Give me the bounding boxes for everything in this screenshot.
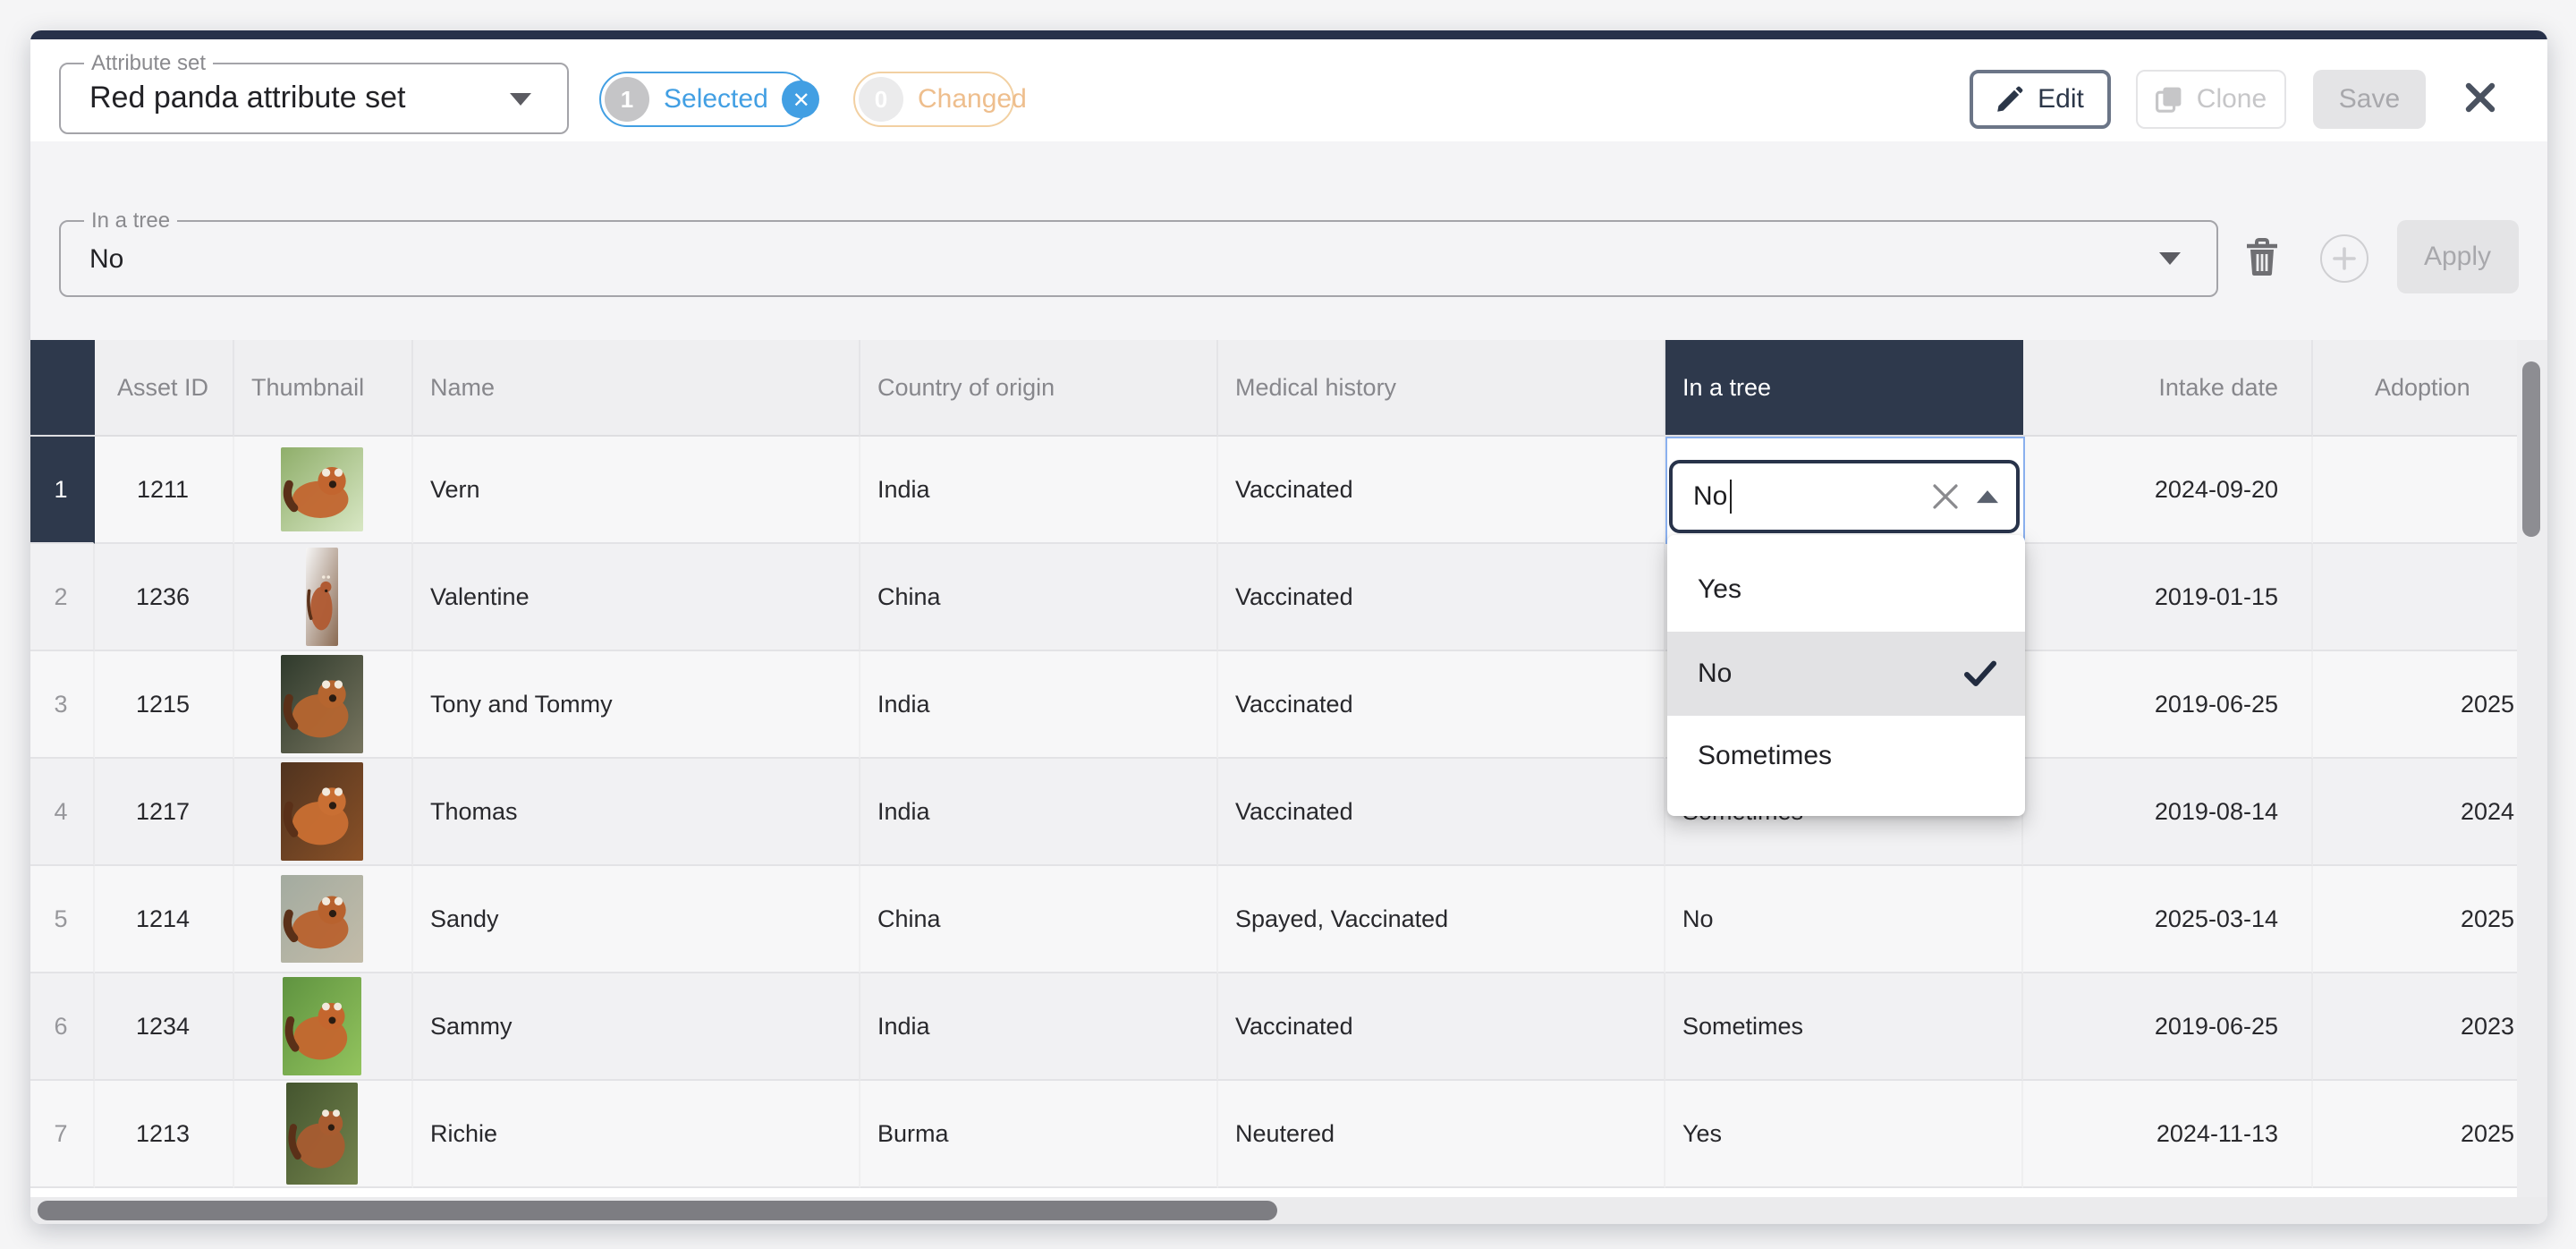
cell-name[interactable]: Vern	[412, 437, 860, 544]
cell-country[interactable]: India	[860, 973, 1217, 1081]
combobox-value: No	[1693, 480, 1728, 511]
column-header-thumbnail[interactable]: Thumbnail	[233, 340, 412, 437]
column-header-country-of-origin[interactable]: Country of origin	[860, 340, 1217, 437]
modal-top-accent-bar	[30, 30, 2546, 38]
cell-name[interactable]: Sandy	[412, 866, 860, 973]
cell-medical[interactable]: Vaccinated	[1217, 544, 1665, 651]
cell-medical[interactable]: Vaccinated	[1217, 973, 1665, 1081]
cell-adoption[interactable]	[2312, 437, 2546, 544]
plus-circle-icon	[2332, 246, 2355, 269]
filter-label: In a tree	[84, 209, 177, 233]
red-panda-photo	[251, 1081, 393, 1186]
cell-adoption[interactable]: 2025	[2312, 866, 2546, 973]
close-modal-button[interactable]	[2459, 76, 2502, 119]
caret-up-icon[interactable]	[1977, 490, 1998, 503]
changed-chip-label: Changed	[918, 84, 1027, 115]
cell-country[interactable]: China	[860, 544, 1217, 651]
attribute-set-select[interactable]	[59, 50, 569, 134]
clear-selection-icon[interactable]: ✕	[783, 81, 820, 118]
cell-medical[interactable]: Vaccinated	[1217, 651, 1665, 759]
thumbnail-cell[interactable]	[233, 973, 412, 1081]
attribute-table	[30, 340, 2546, 1188]
thumbnail-cell[interactable]	[233, 651, 412, 759]
red-panda-photo	[251, 651, 393, 757]
cell-adoption[interactable]: 2025	[2312, 1081, 2546, 1188]
save-button[interactable]	[2313, 70, 2426, 129]
column-header-adoption[interactable]: Adoption	[2312, 340, 2546, 437]
cell-num[interactable]: 1	[30, 437, 94, 544]
thumbnail-cell[interactable]	[233, 866, 412, 973]
cell-asset-id[interactable]: 1217	[94, 759, 233, 866]
cell-adoption[interactable]	[2312, 544, 2546, 651]
column-header-medical-history[interactable]: Medical history	[1217, 340, 1665, 437]
delete-filter-button[interactable]	[2242, 235, 2282, 278]
cell-intake[interactable]: 2024-11-13	[2022, 1081, 2312, 1188]
cell-name[interactable]: Sammy	[412, 973, 860, 1081]
cell-country[interactable]: India	[860, 651, 1217, 759]
attribute-set-value: Red panda attribute set	[89, 81, 406, 115]
clone-button-label: Clone	[2196, 84, 2267, 115]
column-header-name[interactable]: Name	[412, 340, 860, 437]
cell-intake[interactable]: 2019-06-25	[2022, 651, 2312, 759]
changed-count-chip	[853, 72, 1027, 127]
modal-header-section	[30, 38, 2546, 140]
cell-intake[interactable]: 2019-01-15	[2022, 544, 2312, 651]
apply-button-label: Apply	[2423, 242, 2492, 272]
cell-asset-id[interactable]: 1213	[94, 1081, 233, 1188]
cell-country[interactable]: India	[860, 437, 1217, 544]
check-icon	[1963, 660, 1996, 687]
caret-down-icon	[510, 93, 531, 106]
thumbnail-cell[interactable]	[233, 437, 412, 544]
thumbnail-cell[interactable]	[233, 759, 412, 866]
menu-option-label: Yes	[1698, 574, 1741, 606]
cell-name[interactable]: Tony and Tommy	[412, 651, 860, 759]
column-header-row-number[interactable]	[30, 340, 94, 437]
red-panda-photo	[251, 973, 393, 1079]
cell-asset-id[interactable]: 1236	[94, 544, 233, 651]
cell-asset-id[interactable]: 1215	[94, 651, 233, 759]
table-row[interactable]	[30, 544, 2546, 651]
pencil-icon	[1996, 86, 2023, 113]
cell-country[interactable]: China	[860, 866, 1217, 973]
edit-button[interactable]	[1970, 70, 2111, 129]
clone-button[interactable]	[2136, 70, 2286, 129]
cell-adoption[interactable]: 2025	[2312, 651, 2546, 759]
selected-count-chip[interactable]	[599, 72, 810, 127]
cell-num[interactable]: 4	[30, 759, 94, 866]
caret-down-icon	[2159, 252, 2181, 265]
menu-option-label: No	[1698, 658, 1733, 689]
close-icon	[2465, 82, 2496, 113]
red-panda-photo	[251, 544, 393, 650]
changed-count-badge: 0	[859, 77, 903, 122]
text-cursor	[1729, 479, 1732, 513]
cell-num[interactable]: 5	[30, 866, 94, 973]
cell-num[interactable]: 7	[30, 1081, 94, 1188]
cell-in-a-tree[interactable]: Yes	[1665, 1081, 2022, 1188]
vertical-scrollbar[interactable]	[2517, 340, 2546, 1196]
cell-intake[interactable]: 2019-06-25	[2022, 973, 2312, 1081]
cell-name[interactable]: Valentine	[412, 544, 860, 651]
cell-name[interactable]: Thomas	[412, 759, 860, 866]
cell-in-a-tree[interactable]: Sometimes	[1665, 973, 2022, 1081]
save-button-label: Save	[2338, 84, 2401, 115]
filter-section	[30, 140, 2546, 340]
red-panda-photo	[251, 759, 393, 864]
table-row[interactable]	[30, 1081, 2546, 1188]
cell-num[interactable]: 3	[30, 651, 94, 759]
table-row[interactable]	[30, 973, 2546, 1081]
cell-medical[interactable]: Vaccinated	[1217, 437, 1665, 544]
cell-medical[interactable]: Vaccinated	[1217, 759, 1665, 866]
thumbnail-cell[interactable]	[233, 544, 412, 651]
table-row[interactable]	[30, 759, 2546, 866]
attribute-editor-modal	[30, 30, 2546, 1224]
cell-asset-id[interactable]: 1211	[94, 437, 233, 544]
in-a-tree-combobox-input[interactable]	[1668, 459, 2020, 532]
table-header-row	[30, 340, 2546, 437]
cell-medical[interactable]: Spayed, Vaccinated	[1217, 866, 1665, 973]
vertical-scrollbar-thumb[interactable]	[2522, 361, 2540, 537]
apply-filter-button[interactable]	[2396, 220, 2519, 293]
table-row[interactable]	[30, 437, 2546, 544]
cell-asset-id[interactable]: 1214	[94, 866, 233, 973]
red-panda-photo	[251, 437, 393, 542]
cell-medical[interactable]: Neutered	[1217, 1081, 1665, 1188]
table-row[interactable]	[30, 866, 2546, 973]
menu-option-yes[interactable]	[1667, 548, 2024, 632]
filter-in-a-tree-select[interactable]	[59, 208, 2218, 297]
cell-in-a-tree[interactable]: No	[1665, 866, 2022, 973]
cell-name[interactable]: Richie	[412, 1081, 860, 1188]
menu-option-label: Sometimes	[1698, 741, 1833, 772]
copy-icon	[2156, 86, 2182, 113]
in-a-tree-dropdown-menu	[1667, 535, 2024, 815]
add-filter-button[interactable]	[2319, 234, 2368, 282]
cell-num[interactable]: 6	[30, 973, 94, 1081]
column-header-asset-id[interactable]: Asset ID	[94, 340, 233, 437]
column-header-in-a-tree[interactable]: In a tree	[1665, 340, 2022, 437]
clear-icon[interactable]	[1930, 481, 1959, 510]
edit-button-label: Edit	[2038, 84, 2084, 115]
selected-chip-label: Selected	[664, 84, 768, 115]
selected-count-badge: 1	[605, 77, 649, 122]
cell-adoption[interactable]: 2024	[2312, 759, 2546, 866]
table-row[interactable]	[30, 651, 2546, 759]
attribute-set-label: Attribute set	[84, 52, 213, 75]
cell-asset-id[interactable]: 1234	[94, 973, 233, 1081]
red-panda-photo	[251, 866, 393, 972]
cell-intake[interactable]: 2025-03-14	[2022, 866, 2312, 973]
cell-country[interactable]: Burma	[860, 1081, 1217, 1188]
cell-intake[interactable]: 2019-08-14	[2022, 759, 2312, 866]
thumbnail-cell[interactable]	[233, 1081, 412, 1188]
menu-option-no[interactable]	[1667, 632, 2024, 715]
filter-value: No	[89, 243, 124, 274]
cell-country[interactable]: India	[860, 759, 1217, 866]
trash-icon	[2245, 237, 2279, 276]
cell-num[interactable]: 2	[30, 544, 94, 651]
column-header-intake-date[interactable]: Intake date	[2022, 340, 2312, 437]
cell-adoption[interactable]: 2023	[2312, 973, 2546, 1081]
cell-intake[interactable]: 2024-09-20	[2022, 437, 2312, 544]
horizontal-scrollbar[interactable]	[30, 1196, 2546, 1224]
menu-option-sometimes[interactable]	[1667, 715, 2024, 798]
horizontal-scrollbar-thumb[interactable]	[38, 1201, 1277, 1219]
